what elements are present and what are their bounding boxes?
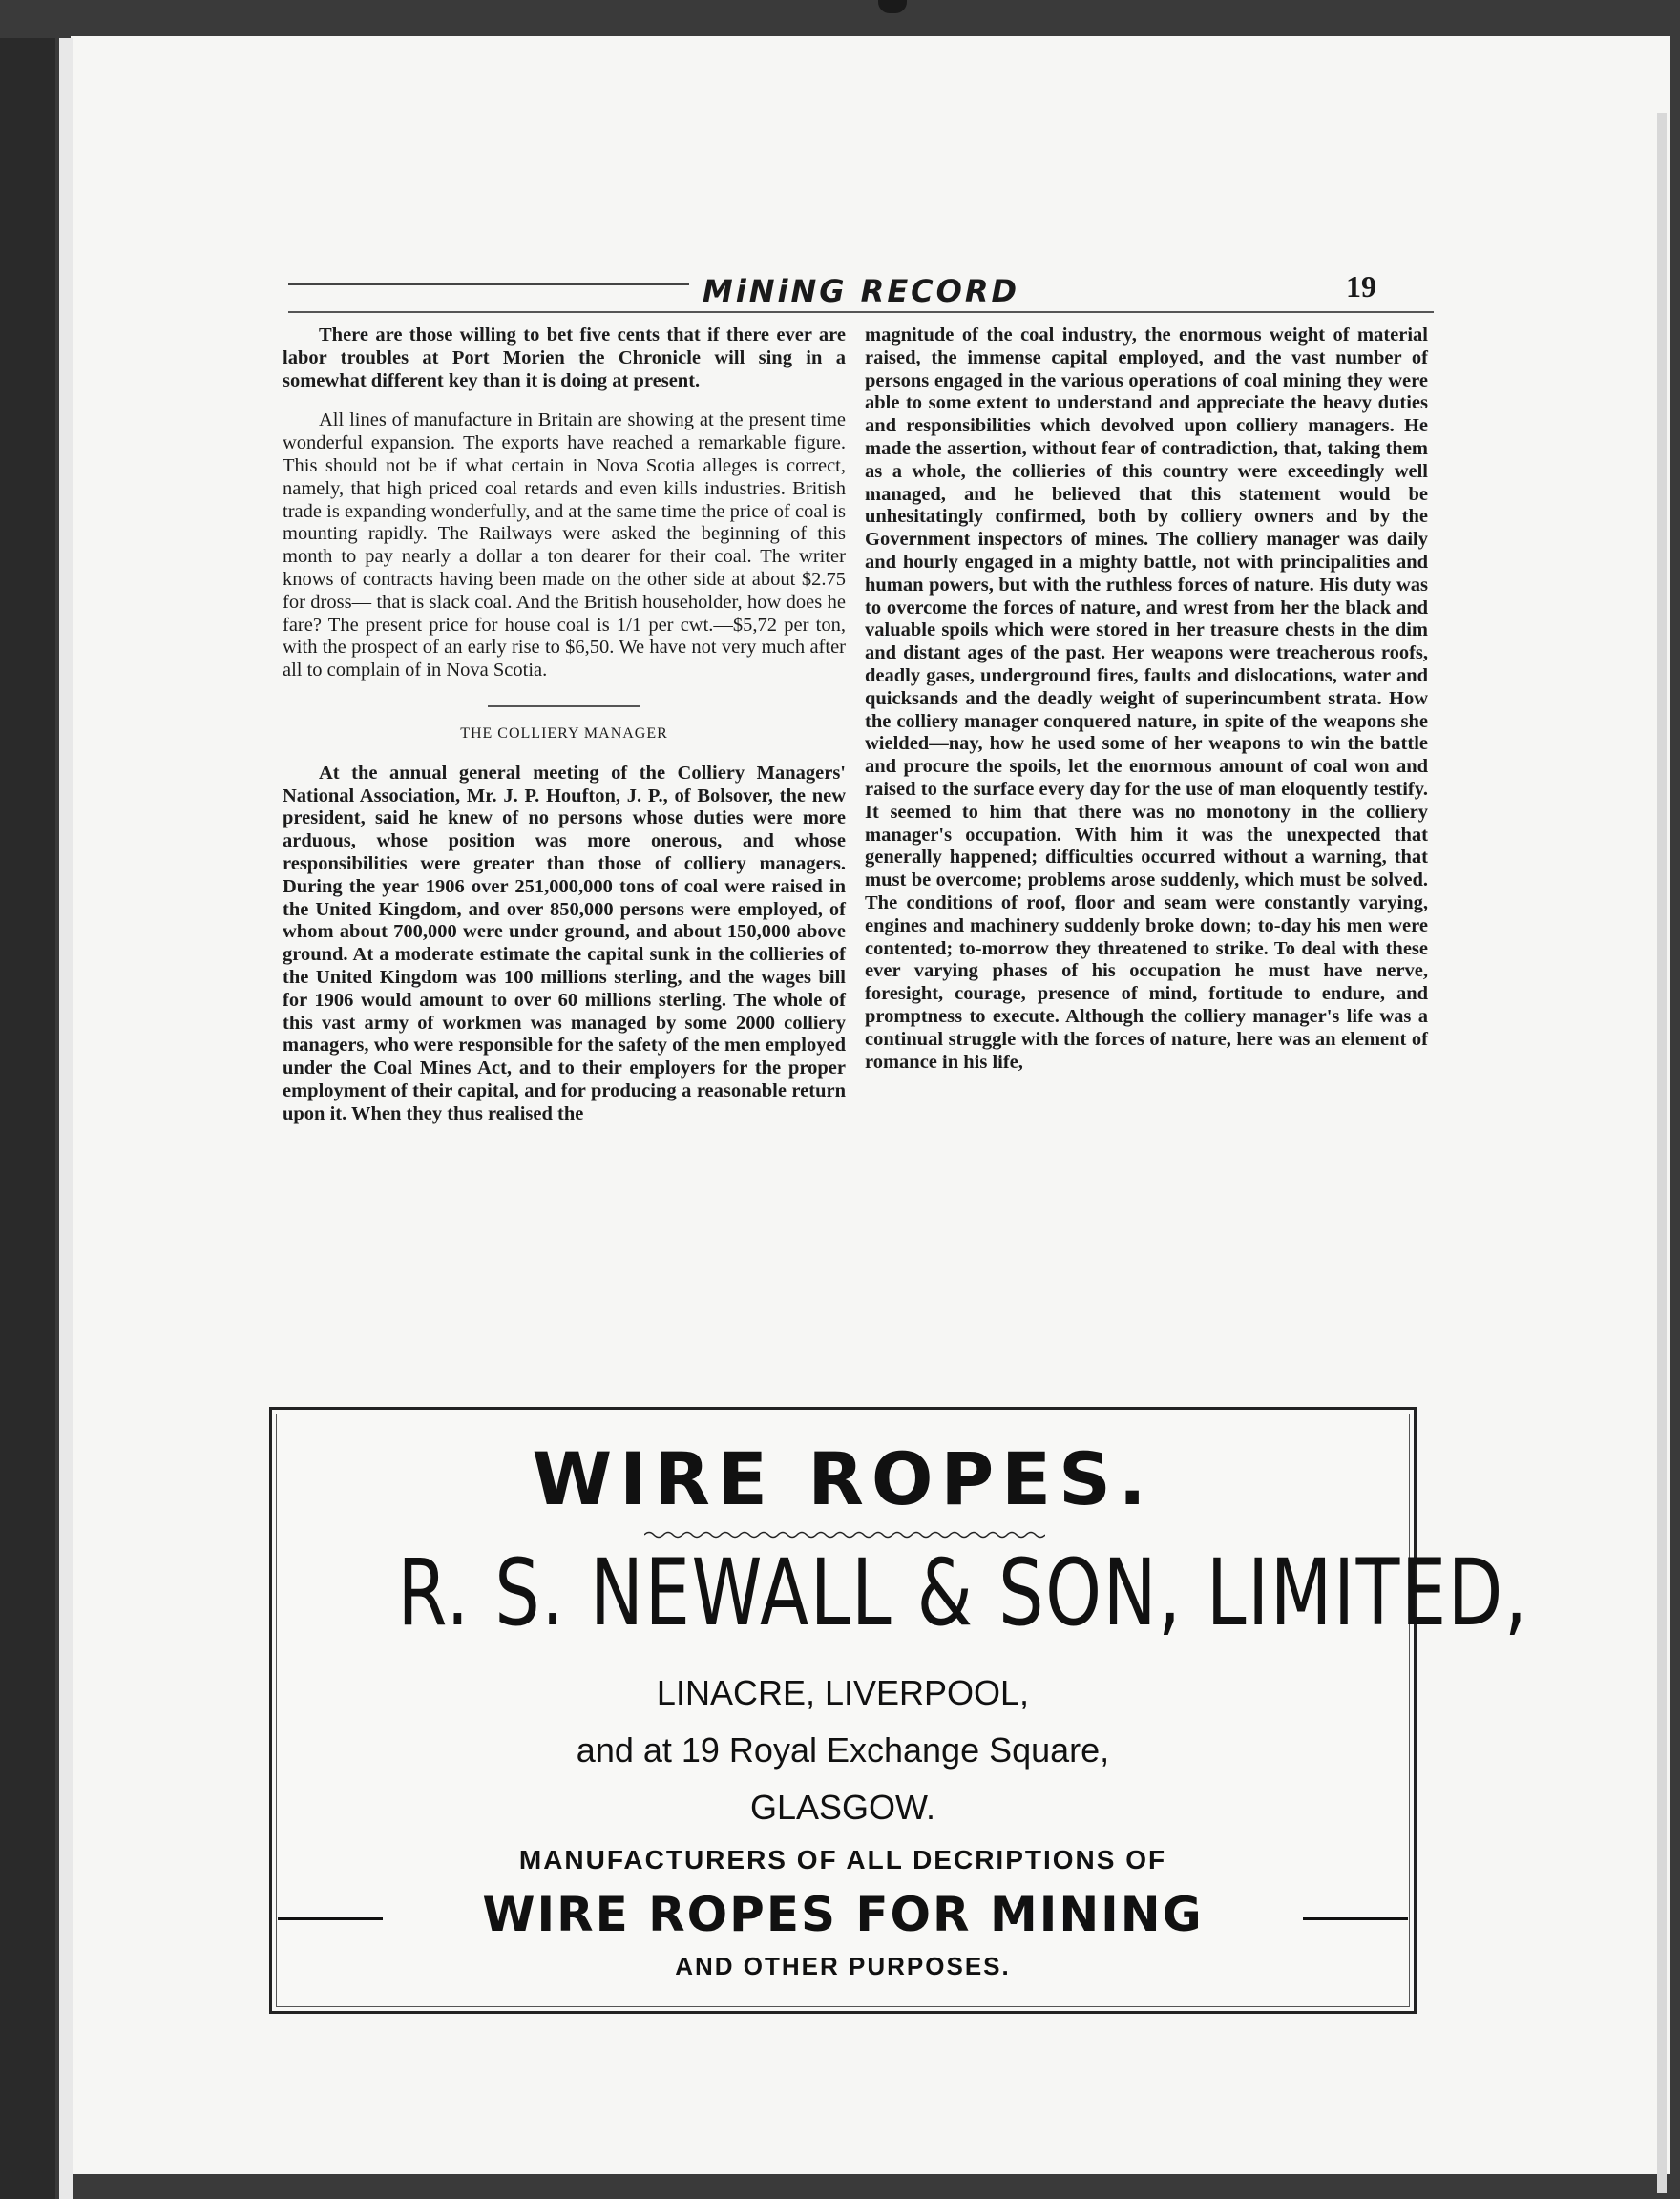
ad-address-line: and at 19 Royal Exchange Square, — [576, 1730, 1110, 1770]
publication-title: MiNiNG RECORD — [702, 273, 1020, 309]
ad-address-line: LINACRE, LIVERPOOL, — [656, 1673, 1030, 1712]
header-underline — [288, 311, 1434, 313]
running-header — [288, 269, 1434, 311]
advertisement — [269, 1407, 1529, 2014]
right-column — [865, 325, 1428, 1074]
ad-product-suffix: AND OTHER PURPOSES. — [675, 1952, 1011, 1980]
section-heading: THE COLLIERY MANAGER — [460, 724, 668, 742]
header-rule — [288, 283, 689, 285]
scan-border-left — [0, 38, 55, 2199]
ad-title: WIRE ROPES. — [532, 1436, 1154, 1521]
ad-product: WIRE ROPES FOR MINING — [482, 1887, 1204, 1942]
facing-page-edge — [59, 38, 73, 2199]
scan-clip — [878, 0, 907, 13]
paragraph: At the annual general meeting of the Colliery Managers' National Association, Mr. J. P. Houfton, J. P., of Bolsover, the new president, said he knew of no persons whose duties were more arduous, whose position was more onerous, and whose responsibilities were greater than those of colliery managers. During the year 1906 over 251,000,000 tons of coal were raised in the United Kingdom, and over 850,000 persons were employed, of whom about 700,000 were under ground, and about 150,000 above ground. At a moderate estimate the capital sunk in the collieries of the United Kingdom was 100 millions sterling, and the wages bill for 1906 would amount to over 60 millions sterling. The whole of this vast army of workmen was managed by some 2000 colliery managers, who were responsible for the safety of the men employed under the Coal Mines Act, and to their employers for the proper employment of their capital, and for producing a reasonable return upon it. When they thus realised the — [283, 762, 846, 1124]
left-column — [283, 325, 846, 1126]
ad-address-line: GLASGOW. — [749, 1788, 936, 1827]
ad-product-line — [272, 1887, 1414, 1942]
paragraph: magnitude of the coal industry, the enormous weight of material raised, the immense capital employed, and the vast number of persons engaged in the various operations of coal mining they were able to some extent to understand and appreciate the heavy duties and responsibilities which devolved upon colliery managers. He made the assertion, without fear of contradiction, that, taking them as a whole, the collieries of this country were exceedingly well managed, and he believed that this statement would be unhesitatingly confirmed, both by colliery owners and by the Government inspectors of mines. The colliery manager was daily and hourly engaged in a mighty battle, not with principalities and human powers, but with the ruthless forces of nature. His duty was to overcome the forces of nature, and wrest from her the black and valuable spoils which were stored in her treasure chests in the dim and distant ages of the past. Her weapons were treacherous roofs, deadly gases, underground fires, faults and dislocations, water and quicksands and the deadly weight of superincumbent strata. How the colliery manager conquered nature, in spite of the weapons she wielded—nay, how he used some of her weapons to win the battle and procure the spoils, let the enormous amount of coal won and raised to the surface every day for the use of man eloquently testify. It seemed to him that there was no monotony in the colliery manager's occupation. With him it was the unexpected that generally happened; difficulties occurred without a warning, that must be overcome; problems arose suddenly, which must be solved. The conditions of roof, floor and seam were constantly varying, engines and machinery suddenly broke down; to-day his men were contented; to-morrow they threatened to strike. To deal with these ever varying phases of his occupation he must have nerve, foresight, courage, presence of mind, fortitude to endure, and promptness to execute. Although the colliery manager's life was a continual struggle with the forces of nature, here was an element of romance in his life, — [865, 325, 1428, 1073]
page-number: 19 — [1346, 269, 1376, 304]
paragraph: All lines of manufacture in Britain are showing at the present time wonderful expansion. The exports have reached a remarkable figure. This should not be if what certain in Nova Scotia alleges is correct, namely, that high priced coal retards and even kills industries. British trade is expanding wonderfully, and at the same time the price of coal is mounting rapidly. The Railways were asked the beginning of this month to pay nearly a dollar a ton dearer for their coal. The writer knows of contracts having been made on the other side at about $2.75 for dross— that is slack coal. And the British householder, how does he fare? The present price for house coal is 1/1 per cwt.—$5,72 per ton, with the prospect of an early rise to $6,50. We have not very much after all to complain of in Nova Scotia. — [283, 409, 846, 681]
page-edge-shadow — [1657, 113, 1667, 2193]
ad-company-name: R. S. NEWALL & SON, LIMITED, — [397, 1539, 1529, 1646]
ad-product-rule-right — [1303, 1917, 1408, 1920]
section-divider — [488, 705, 640, 707]
ad-product-rule-left — [278, 1917, 383, 1920]
ad-wavy-rule — [644, 1530, 1045, 1539]
paragraph: There are those willing to bet five cents that if there ever are labor troubles at Port Morien the Chronicle will sing in a somewhat different key than it is doing at present. — [283, 325, 846, 391]
ad-tagline: MANUFACTURERS OF ALL DECRIPTIONS OF — [518, 1845, 1167, 1874]
